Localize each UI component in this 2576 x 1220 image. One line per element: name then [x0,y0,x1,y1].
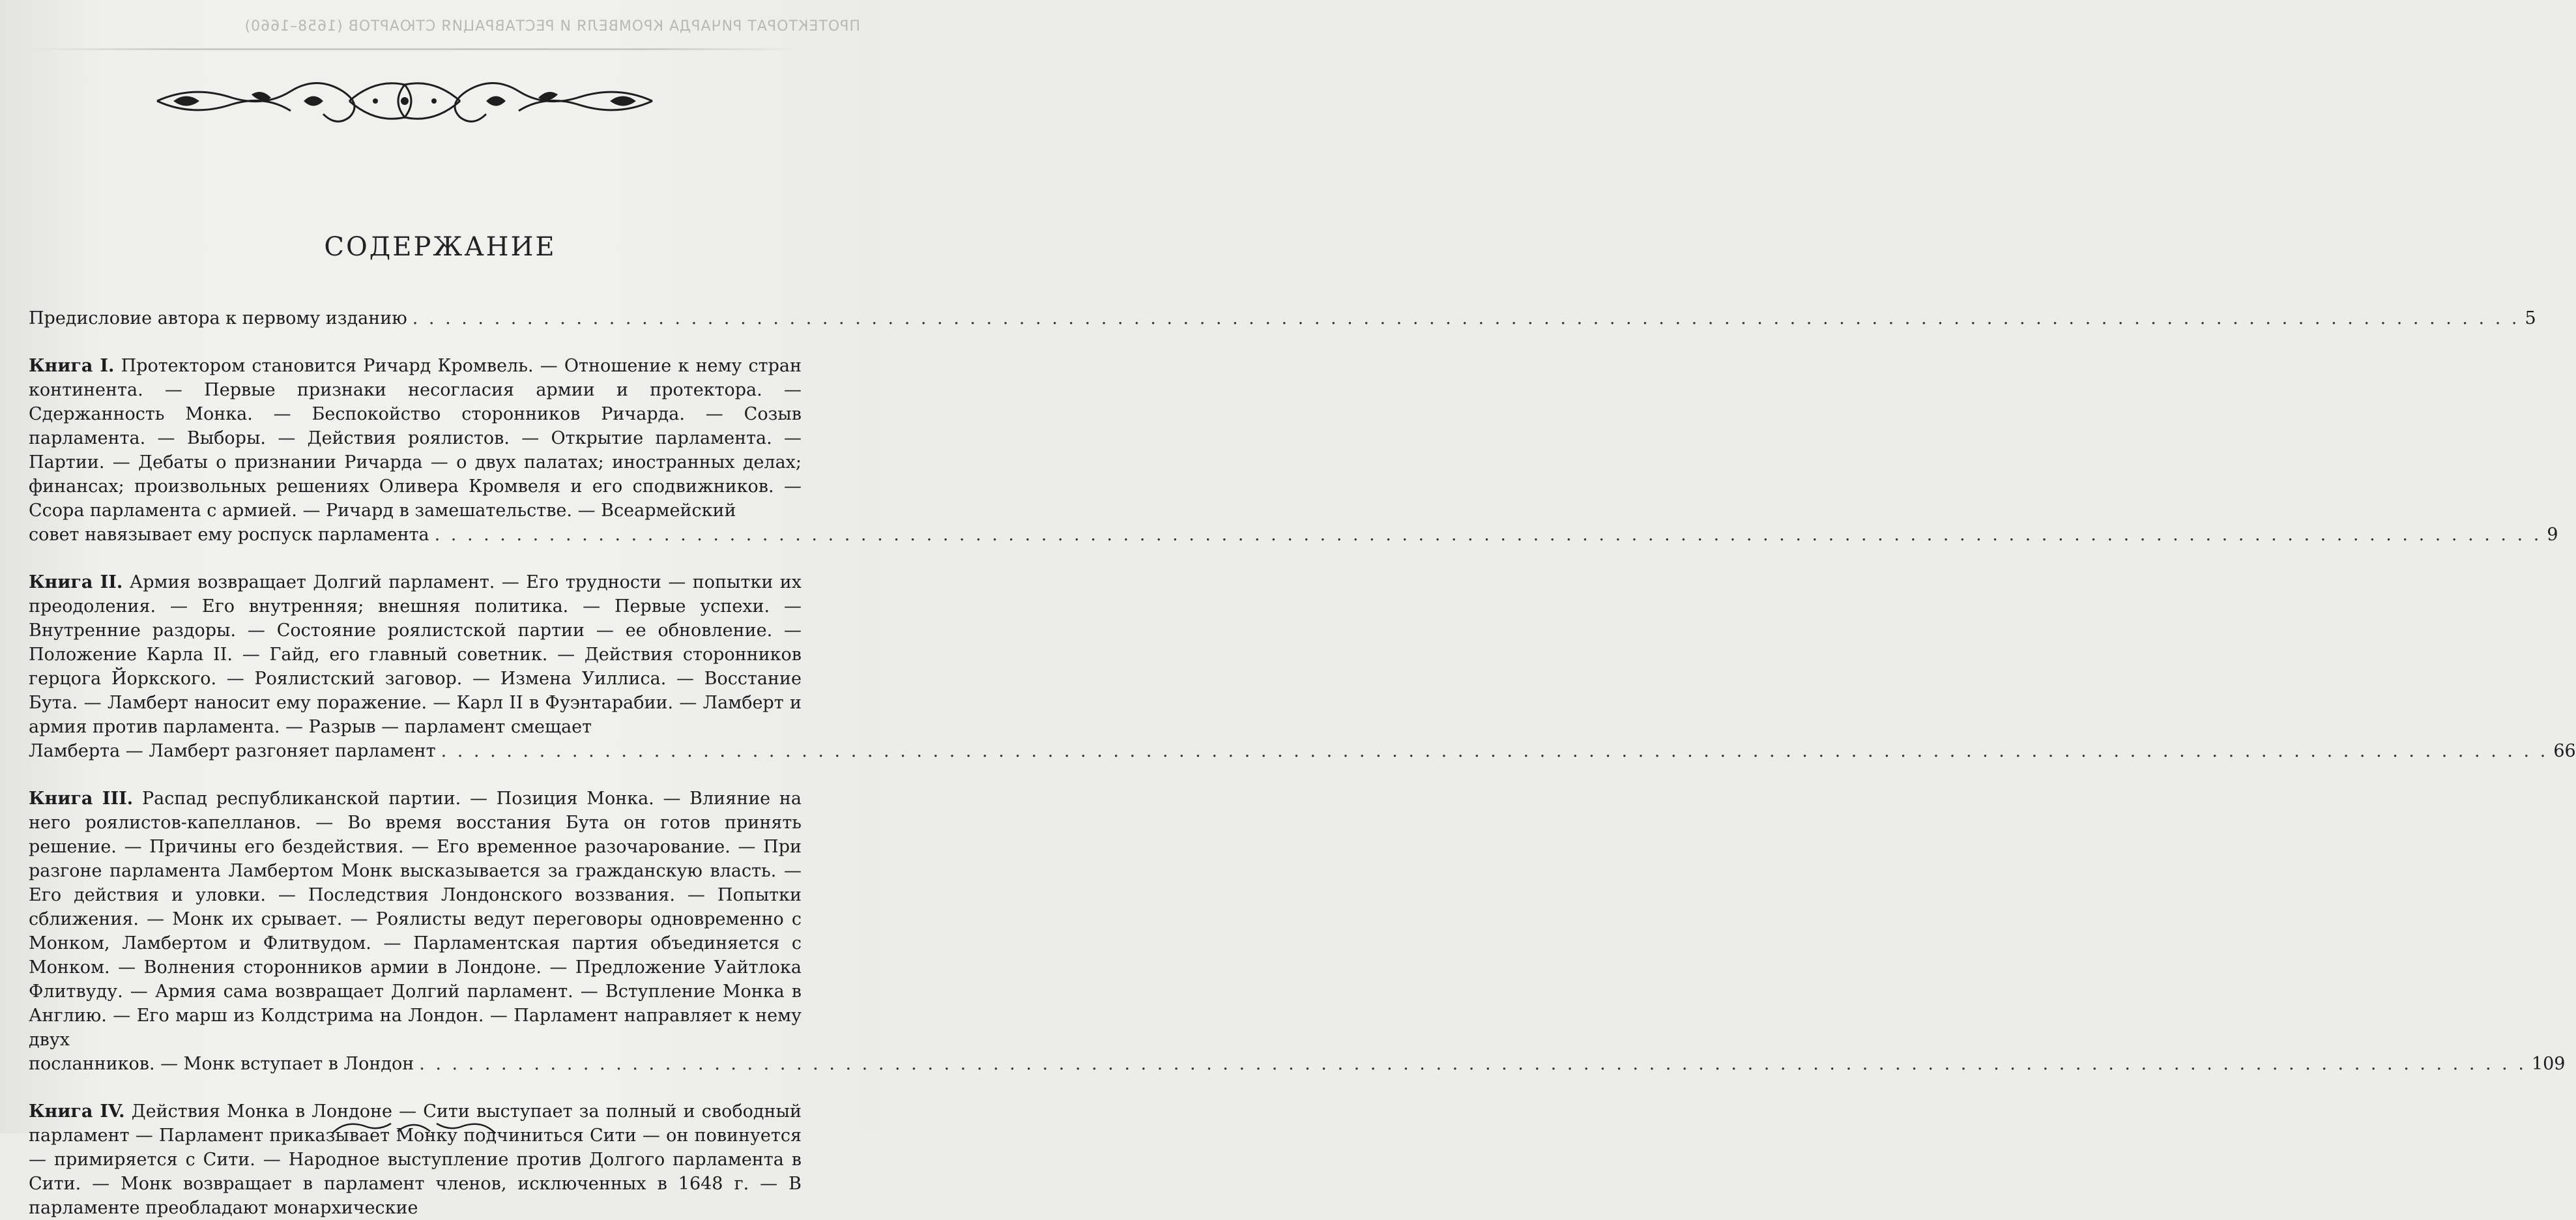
dot-leader [419,1052,2526,1076]
page-title: СОДЕРЖАНИЕ [324,232,557,262]
toc-entry-book-4 [29,1099,802,1220]
toc-entry-label: Книга IV. [29,1101,125,1122]
toc-entry-body [29,1099,802,1220]
toc-entry-lastline [29,523,2558,547]
toc-entry-text: Армия возвращает Долгий парламент. — Его трудности — попытки их преодоления. — Его внутренняя; внешняя политика. — Первые успехи. — Внутренние раздоры. — Состояние роялистской партии — ее обновление. — Положение Карла II. — Гайд, его главный советник. — Действия сторонников герцога Йоркского. — Роялистский заговор. — Измена Уиллиса. — Восстание Бута. — Ламберт наносит ему поражение. — Карл II в Фуэнтарабии. — Ламберт и армия против парламента. — Разрыв — парламент смещает [29,572,802,737]
dot-leader [441,739,2549,763]
toc-entry-text: Протектором становится Ричард Кромвель. — Отношение к нему стран континента. — Первые признаки несогласия армии и протектора. — Сдержанность Монка. — Беспокойство сторонников Ричарда. — Созыв парламента. — Выборы. — Действия роялистов. — Открытие парламента. — Партии. — Дебаты о признании Ричарда — о двух палатах; иностранных делах; финансах; произвольных решениях Оливера Кромвеля и его сподвижников. — Ссора парламента с армией. — Ричард в замешательстве. — Всеармейский [29,356,802,521]
toc-entry-body [29,787,802,1052]
dot-leader [412,306,2520,330]
table-of-contents [29,306,2576,1220]
toc-page-number: 109 [2531,1054,2566,1074]
toc-entry-book-3 [29,787,2566,1076]
dot-leader [435,523,2542,547]
toc-entry-text: Действия Монка в Лондоне — Сити выступает за полный и свободный парламент — Парламент приказывает Монку подчиниться Сити — он повинуется — примиряется с Сити. — Народное выступление против Долгого парламента в Сити. — Монк возвращает в парламент членов, исключенных в 1648 г. — В парламенте преобладают монархические [29,1101,802,1218]
toc-entry-book-2 [29,570,2576,763]
toc-entry-text: Предисловие автора к первому изданию [29,308,407,328]
running-head: ПРОТЕКТОРАТ РИЧАРДА КРОМВЕЛЯ И РЕСТАВРАЦИЯ СТЮАРТОВ (1658–1660) [244,18,860,35]
toc-page-number: 9 [2547,525,2558,545]
toc-entry-lastline [29,306,2536,330]
toc-entry-preface [29,306,2536,330]
toc-entry-text-end: Ламберта — Ламберт разгоняет парламент [29,741,436,761]
toc-page-number: 5 [2525,308,2536,328]
toc-entry-label: Книга I. [29,356,115,376]
toc-entry-lastline [29,739,2576,763]
ornament-icon [154,72,656,130]
header-rule [26,48,802,50]
toc-entry-book-1 [29,354,2558,547]
bottom-ornament-icon [326,1118,502,1133]
toc-entry-label: Книга III. [29,789,134,809]
toc-entry-label: Книга II. [29,572,123,592]
toc-entry-text-end: совет навязывает ему роспуск парламента [29,525,429,545]
toc-page-number: 66 [2553,741,2576,761]
toc-entry-text-end: посланников. — Монк вступает в Лондон [29,1054,414,1074]
toc-entry-body [29,354,802,523]
toc-entry-body [29,570,802,739]
toc-entry-lastline [29,1052,2566,1076]
toc-entry-text: Распад республиканской партии. — Позиция Монка. — Влияние на него роялистов-капелланов. — Во время восстания Бута он готов принять решение. — Причины его бездействия. — Его временное разочарование. — При разгоне парламента Ламбертом Монк высказывается за гражданскую власть. — Его действия и уловки. — Последствия Лондонского воззвания. — Попытки сближения. — Монк их срывает. — Роялисты ведут переговоры одновременно с Монком, Ламбертом и Флитвудом. — Парламентская партия объединяется с Монком. — Волнения сторонников армии в Лондоне. — Предложение Уайтлока Флитвуду. — Армия сама возвращает Долгий парламент. — Вступление Монка в Англию. — Его марш из Колдстрима на Лондон. — Парламент направляет к нему двух [29,789,802,1050]
